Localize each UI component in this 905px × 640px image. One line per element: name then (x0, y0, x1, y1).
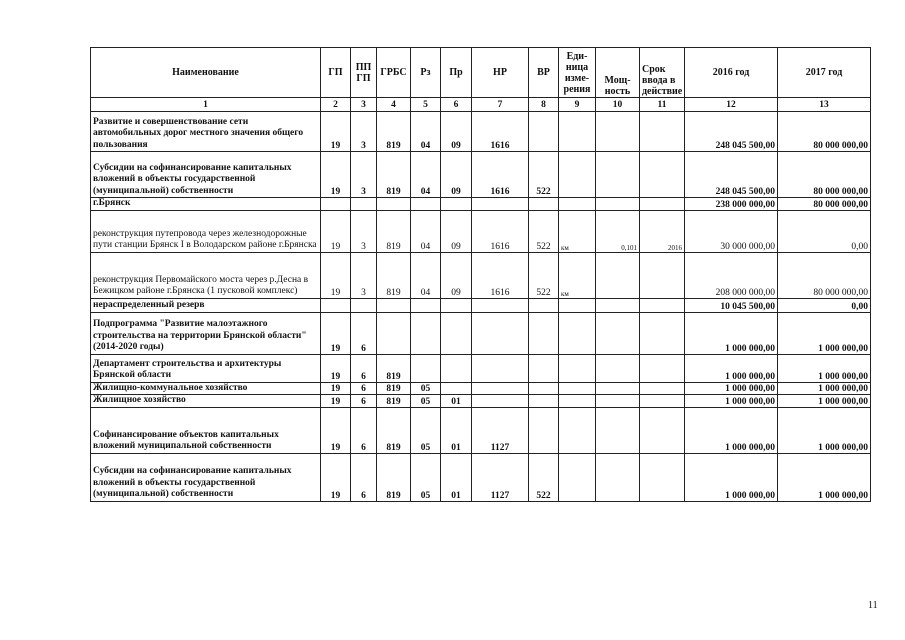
cell-vr: 522 (529, 152, 559, 198)
cell-grbs: 819 (377, 453, 411, 501)
cell-y2016: 1 000 000,00 (685, 453, 778, 501)
cell-pr: 09 (441, 152, 472, 198)
cell-y2017: 80 000 000,00 (778, 252, 871, 298)
cell-rz (411, 312, 441, 354)
cell-vr (529, 298, 559, 312)
cell-term (640, 354, 685, 382)
cell-unit: км (559, 252, 596, 298)
header-nr: НР (472, 48, 529, 98)
cell-ppgp: 3 (351, 112, 377, 152)
cell-nr: 1616 (472, 112, 529, 152)
cell-grbs: 819 (377, 407, 411, 453)
column-numbers-row (91, 98, 871, 112)
column-number: 5 (411, 98, 441, 112)
cell-unit: км (559, 210, 596, 252)
header-rz: Рз (411, 48, 441, 98)
table-row (91, 298, 871, 312)
cell-grbs: 819 (377, 395, 411, 408)
column-number: 13 (778, 98, 871, 112)
cell-rz: 05 (411, 395, 441, 408)
cell-ppgp: 6 (351, 407, 377, 453)
cell-y2016: 248 045 500,00 (685, 112, 778, 152)
cell-rz: 05 (411, 407, 441, 453)
cell-term (640, 252, 685, 298)
cell-y2016: 248 045 500,00 (685, 152, 778, 198)
cell-nr: 1616 (472, 210, 529, 252)
cell-ppgp: 6 (351, 453, 377, 501)
cell-y2017: 0,00 (778, 298, 871, 312)
cell-name: Развитие и совершенствование сети автомобильных дорог местного значения общего пользования (91, 112, 321, 152)
table-row (91, 152, 871, 198)
cell-vr (529, 112, 559, 152)
cell-grbs: 819 (377, 382, 411, 395)
cell-name: Софинансирование объектов капитальных вложений муниципальной собственности (91, 407, 321, 453)
cell-power (596, 407, 640, 453)
cell-unit (559, 152, 596, 198)
cell-pr (441, 312, 472, 354)
cell-unit (559, 354, 596, 382)
cell-power (596, 252, 640, 298)
cell-pr: 09 (441, 210, 472, 252)
cell-vr: 522 (529, 210, 559, 252)
cell-pr: 01 (441, 453, 472, 501)
cell-power (596, 152, 640, 198)
cell-grbs (377, 298, 411, 312)
cell-pr: 01 (441, 395, 472, 408)
cell-unit (559, 112, 596, 152)
header-name: Наименование (91, 48, 321, 98)
cell-pr (441, 198, 472, 211)
header-2016: 2016 год (685, 48, 778, 98)
cell-vr (529, 407, 559, 453)
page-number: 11 (868, 600, 878, 611)
cell-rz: 04 (411, 112, 441, 152)
cell-gp: 19 (321, 210, 351, 252)
cell-ppgp: 3 (351, 252, 377, 298)
cell-ppgp: 6 (351, 312, 377, 354)
cell-pr: 09 (441, 252, 472, 298)
cell-rz (411, 298, 441, 312)
cell-name: Жилищное хозяйство (91, 395, 321, 408)
cell-pr: 01 (441, 407, 472, 453)
cell-gp: 19 (321, 354, 351, 382)
header-2017: 2017 год (778, 48, 871, 98)
cell-y2017: 1 000 000,00 (778, 407, 871, 453)
cell-unit (559, 407, 596, 453)
cell-term (640, 407, 685, 453)
cell-nr: 1127 (472, 453, 529, 501)
column-number: 6 (441, 98, 472, 112)
cell-y2017: 1 000 000,00 (778, 453, 871, 501)
cell-nr: 1616 (472, 152, 529, 198)
cell-rz (411, 354, 441, 382)
cell-vr (529, 312, 559, 354)
header-gp: ГП (321, 48, 351, 98)
header-power: Мощ- ность (596, 48, 640, 98)
table-row (91, 407, 871, 453)
cell-grbs: 819 (377, 252, 411, 298)
cell-power (596, 453, 640, 501)
cell-y2016: 1 000 000,00 (685, 354, 778, 382)
cell-unit (559, 312, 596, 354)
cell-nr (472, 382, 529, 395)
cell-y2016: 238 000 000,00 (685, 198, 778, 211)
header-grbs: ГРБС (377, 48, 411, 98)
column-number: 2 (321, 98, 351, 112)
column-number: 1 (91, 98, 321, 112)
cell-unit (559, 382, 596, 395)
cell-rz (411, 198, 441, 211)
cell-ppgp (351, 198, 377, 211)
cell-ppgp (351, 298, 377, 312)
table-row (91, 354, 871, 382)
cell-unit (559, 453, 596, 501)
cell-unit (559, 395, 596, 408)
table-row (91, 252, 871, 298)
cell-power (596, 198, 640, 211)
column-number: 7 (472, 98, 529, 112)
budget-table (90, 47, 871, 502)
cell-power (596, 382, 640, 395)
table-row (91, 198, 871, 211)
cell-y2017: 1 000 000,00 (778, 312, 871, 354)
cell-y2017: 1 000 000,00 (778, 395, 871, 408)
table-row (91, 210, 871, 252)
cell-rz: 04 (411, 152, 441, 198)
cell-power (596, 298, 640, 312)
cell-gp: 19 (321, 382, 351, 395)
cell-name: Жилищно-коммунальное хозяйство (91, 382, 321, 395)
cell-name: нераспределенный резерв (91, 298, 321, 312)
cell-y2017: 1 000 000,00 (778, 382, 871, 395)
cell-y2016: 1 000 000,00 (685, 395, 778, 408)
cell-term (640, 198, 685, 211)
cell-unit (559, 198, 596, 211)
column-number: 12 (685, 98, 778, 112)
table-row (91, 395, 871, 408)
cell-name: Субсидии на софинансирование капитальных вложений в объекты государственной (муниципальной) собственности (91, 152, 321, 198)
cell-vr (529, 395, 559, 408)
cell-ppgp: 3 (351, 210, 377, 252)
cell-ppgp: 6 (351, 395, 377, 408)
cell-grbs: 819 (377, 112, 411, 152)
cell-vr (529, 382, 559, 395)
cell-pr (441, 354, 472, 382)
table-row (91, 112, 871, 152)
cell-y2017: 80 000 000,00 (778, 152, 871, 198)
cell-nr (472, 354, 529, 382)
cell-gp: 19 (321, 152, 351, 198)
column-number: 11 (640, 98, 685, 112)
column-number: 8 (529, 98, 559, 112)
header-pr: Пр (441, 48, 472, 98)
header-term: Срок ввода в действие (640, 48, 685, 98)
cell-pr: 09 (441, 112, 472, 152)
cell-pr (441, 298, 472, 312)
cell-term (640, 298, 685, 312)
cell-gp: 19 (321, 453, 351, 501)
cell-ppgp: 3 (351, 152, 377, 198)
cell-nr: 1616 (472, 252, 529, 298)
cell-name: реконструкция Первомайского моста через р.Десна в Бежицком районе г.Брянска (1 пусковой комплекс) (91, 252, 321, 298)
cell-name: Субсидии на софинансирование капитальных вложений в объекты государственной (муниципальной) собственности (91, 453, 321, 501)
cell-y2016: 1 000 000,00 (685, 312, 778, 354)
cell-gp (321, 298, 351, 312)
cell-power: 0,101 (596, 210, 640, 252)
cell-gp: 19 (321, 312, 351, 354)
table-row (91, 312, 871, 354)
cell-grbs: 819 (377, 152, 411, 198)
cell-y2017: 80 000 000,00 (778, 198, 871, 211)
cell-name: г.Брянск (91, 198, 321, 211)
cell-ppgp: 6 (351, 382, 377, 395)
cell-grbs (377, 198, 411, 211)
cell-gp: 19 (321, 395, 351, 408)
cell-term (640, 312, 685, 354)
cell-name: Подпрограмма "Развитие малоэтажного строительства на территории Брянской области" (2014-2020 годы) (91, 312, 321, 354)
cell-name: Департамент строительства и архитектуры Брянской области (91, 354, 321, 382)
cell-power (596, 354, 640, 382)
column-number: 10 (596, 98, 640, 112)
cell-grbs: 819 (377, 210, 411, 252)
cell-rz: 05 (411, 453, 441, 501)
cell-gp: 19 (321, 112, 351, 152)
cell-y2017: 0,00 (778, 210, 871, 252)
cell-grbs (377, 312, 411, 354)
cell-term (640, 112, 685, 152)
cell-y2016: 30 000 000,00 (685, 210, 778, 252)
cell-y2017: 1 000 000,00 (778, 354, 871, 382)
cell-nr: 1127 (472, 407, 529, 453)
table-row (91, 453, 871, 501)
cell-vr (529, 198, 559, 211)
cell-grbs: 819 (377, 354, 411, 382)
cell-y2016: 10 045 500,00 (685, 298, 778, 312)
header-ppgp: ППГП (351, 48, 377, 98)
cell-vr: 522 (529, 453, 559, 501)
cell-term (640, 152, 685, 198)
cell-rz: 04 (411, 210, 441, 252)
cell-nr (472, 395, 529, 408)
cell-y2016: 208 000 000,00 (685, 252, 778, 298)
cell-rz: 04 (411, 252, 441, 298)
header-unit: Еди- ница изме- рения (559, 48, 596, 98)
cell-term: 2016 (640, 210, 685, 252)
cell-power (596, 112, 640, 152)
cell-ppgp: 6 (351, 354, 377, 382)
cell-y2016: 1 000 000,00 (685, 382, 778, 395)
cell-gp: 19 (321, 407, 351, 453)
cell-gp: 19 (321, 252, 351, 298)
cell-power (596, 312, 640, 354)
table-row (91, 382, 871, 395)
cell-pr (441, 382, 472, 395)
cell-vr: 522 (529, 252, 559, 298)
cell-y2016: 1 000 000,00 (685, 407, 778, 453)
cell-unit (559, 298, 596, 312)
cell-nr (472, 312, 529, 354)
cell-y2017: 80 000 000,00 (778, 112, 871, 152)
column-number: 3 (351, 98, 377, 112)
cell-power (596, 395, 640, 408)
cell-vr (529, 354, 559, 382)
cell-term (640, 382, 685, 395)
cell-term (640, 453, 685, 501)
cell-rz: 05 (411, 382, 441, 395)
header-vr: ВР (529, 48, 559, 98)
cell-name: реконструкция путепровода через железнодорожные пути станции Брянск I в Володарском районе г.Брянска (91, 210, 321, 252)
cell-nr (472, 198, 529, 211)
cell-nr (472, 298, 529, 312)
column-number: 4 (377, 98, 411, 112)
cell-term (640, 395, 685, 408)
column-number: 9 (559, 98, 596, 112)
header-row (91, 48, 871, 98)
table-body (91, 112, 871, 502)
cell-gp (321, 198, 351, 211)
